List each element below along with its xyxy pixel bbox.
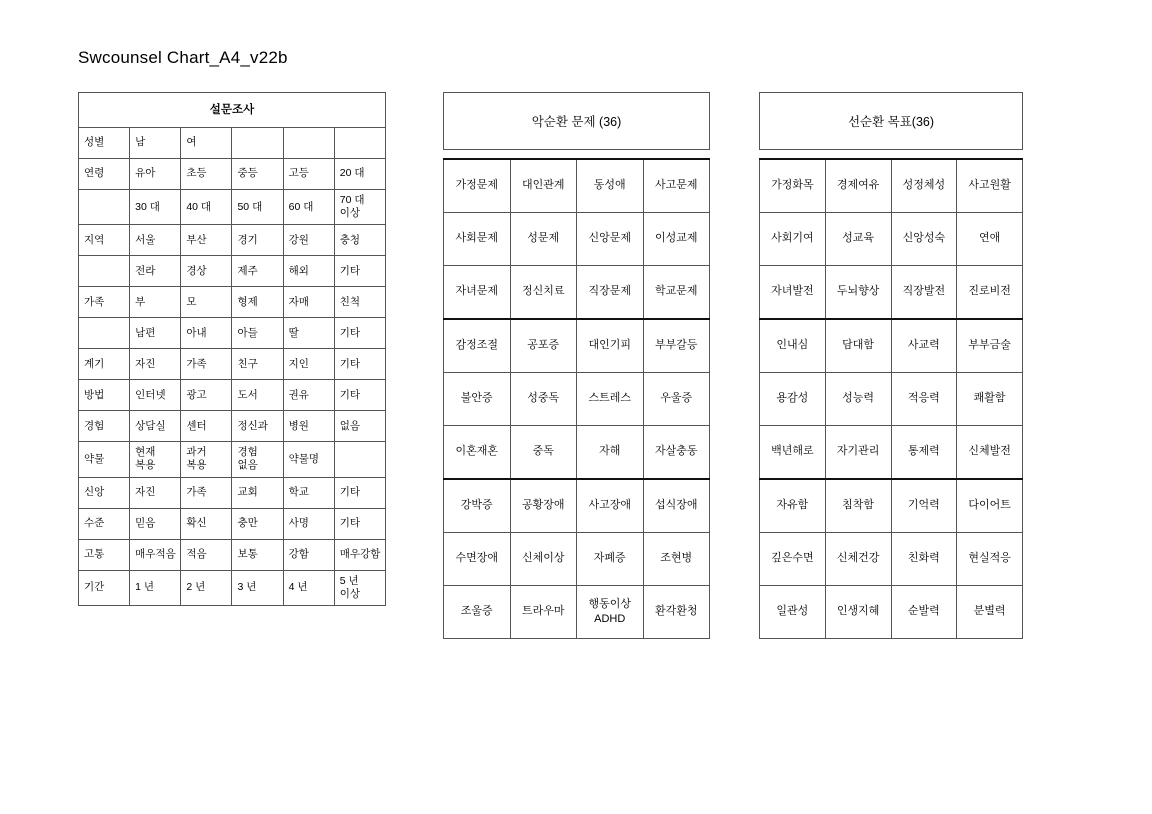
table-row <box>760 373 1023 426</box>
table-row <box>760 266 1023 320</box>
table-row <box>444 319 710 373</box>
survey-row-label: 방법 <box>79 380 130 411</box>
survey-cell: 과거 복용 <box>181 442 232 477</box>
table-row <box>760 426 1023 480</box>
table-row <box>79 411 386 442</box>
goal-cell: 인생지혜 <box>825 586 891 639</box>
problem-cell: 사고문제 <box>643 159 710 213</box>
problem-cell: 감정조절 <box>444 319 511 373</box>
goal-cell: 침착함 <box>825 479 891 533</box>
goal-cell: 통제력 <box>891 426 957 480</box>
survey-cell: 상담실 <box>130 411 181 442</box>
survey-row-label: 경험 <box>79 411 130 442</box>
goal-cell: 진로비전 <box>957 266 1023 320</box>
survey-cell: 아내 <box>181 318 232 349</box>
goals-title: 선순환 목표(36) <box>759 92 1023 150</box>
survey-cell: 기타 <box>334 318 385 349</box>
survey-row-label: 가족 <box>79 287 130 318</box>
survey-cell: 20 대 <box>334 159 385 190</box>
survey-cell: 충청 <box>334 225 385 256</box>
survey-cell: 30 대 <box>130 190 181 225</box>
problem-cell: 신체이상 <box>510 533 577 586</box>
table-row <box>760 533 1023 586</box>
survey-cell: 가족 <box>181 477 232 508</box>
survey-cell: 매우적음 <box>130 539 181 570</box>
problem-cell: 학교문제 <box>643 266 710 320</box>
survey-cell: 딸 <box>283 318 334 349</box>
problems-section <box>443 92 710 639</box>
problem-cell: 직장문제 <box>577 266 644 320</box>
survey-cell: 충만 <box>232 508 283 539</box>
goal-cell: 기억력 <box>891 479 957 533</box>
goal-cell: 부부금술 <box>957 319 1023 373</box>
goals-section <box>759 92 1023 639</box>
survey-table-container <box>78 92 386 606</box>
table-row <box>79 159 386 190</box>
survey-cell: 제주 <box>232 256 283 287</box>
survey-cell: 여 <box>181 128 232 159</box>
goal-cell: 사회기여 <box>760 213 826 266</box>
problem-cell: 공황장애 <box>510 479 577 533</box>
problem-cell: 조현병 <box>643 533 710 586</box>
survey-cell: 유아 <box>130 159 181 190</box>
survey-row-label: 지역 <box>79 225 130 256</box>
survey-row-label: 약물 <box>79 442 130 477</box>
goal-cell: 두뇌향상 <box>825 266 891 320</box>
table-row <box>444 479 710 533</box>
survey-cell: 중등 <box>232 159 283 190</box>
goal-cell: 사고원활 <box>957 159 1023 213</box>
survey-cell: 1 년 <box>130 570 181 605</box>
goal-cell: 사교력 <box>891 319 957 373</box>
goal-cell: 성교육 <box>825 213 891 266</box>
survey-cell: 매우강함 <box>334 539 385 570</box>
survey-cell: 기타 <box>334 380 385 411</box>
survey-cell: 확신 <box>181 508 232 539</box>
problem-cell: 스트레스 <box>577 373 644 426</box>
goal-cell: 신체발전 <box>957 426 1023 480</box>
survey-cell: 전라 <box>130 256 181 287</box>
goal-cell: 자기관리 <box>825 426 891 480</box>
survey-cell: 서울 <box>130 225 181 256</box>
problem-cell: 트라우마 <box>510 586 577 639</box>
survey-cell: 초등 <box>181 159 232 190</box>
problem-cell: 정신치료 <box>510 266 577 320</box>
survey-cell: 가족 <box>181 349 232 380</box>
survey-row-label <box>79 256 130 287</box>
table-row <box>79 442 386 477</box>
survey-row-label: 성별 <box>79 128 130 159</box>
survey-cell: 권유 <box>283 380 334 411</box>
survey-row-label: 기간 <box>79 570 130 605</box>
survey-header-row <box>79 93 386 128</box>
survey-cell <box>283 128 334 159</box>
survey-cell: 보통 <box>232 539 283 570</box>
survey-table <box>78 92 386 606</box>
page-title: Swcounsel Chart_A4_v22b <box>78 48 288 67</box>
survey-cell: 병원 <box>283 411 334 442</box>
table-row <box>79 128 386 159</box>
goal-cell: 다이어트 <box>957 479 1023 533</box>
survey-cell: 적음 <box>181 539 232 570</box>
survey-cell: 경기 <box>232 225 283 256</box>
table-row <box>444 373 710 426</box>
survey-row-label: 고통 <box>79 539 130 570</box>
survey-cell: 도서 <box>232 380 283 411</box>
goal-cell: 깊은수면 <box>760 533 826 586</box>
goal-cell: 직장발전 <box>891 266 957 320</box>
goal-cell: 백년해로 <box>760 426 826 480</box>
table-row <box>444 159 710 213</box>
goal-cell: 자녀발전 <box>760 266 826 320</box>
table-row <box>444 533 710 586</box>
goal-cell: 분별력 <box>957 586 1023 639</box>
problem-cell: 행동이상 ADHD <box>577 586 644 639</box>
survey-cell <box>334 442 385 477</box>
problem-cell: 대인기피 <box>577 319 644 373</box>
survey-cell: 기타 <box>334 349 385 380</box>
problems-title: 악순환 문제 (36) <box>443 92 710 150</box>
survey-cell: 지인 <box>283 349 334 380</box>
table-row <box>79 349 386 380</box>
survey-cell: 40 대 <box>181 190 232 225</box>
survey-cell: 남 <box>130 128 181 159</box>
survey-cell: 형제 <box>232 287 283 318</box>
survey-cell: 학교 <box>283 477 334 508</box>
table-row <box>79 225 386 256</box>
goal-cell: 순발력 <box>891 586 957 639</box>
problem-cell: 신앙문제 <box>577 213 644 266</box>
survey-cell: 자진 <box>130 477 181 508</box>
survey-cell: 기타 <box>334 256 385 287</box>
problem-cell: 대인관계 <box>510 159 577 213</box>
goal-cell: 성능력 <box>825 373 891 426</box>
survey-cell: 아들 <box>232 318 283 349</box>
survey-cell: 자진 <box>130 349 181 380</box>
survey-cell: 부산 <box>181 225 232 256</box>
goal-cell: 친화력 <box>891 533 957 586</box>
survey-cell: 강원 <box>283 225 334 256</box>
problem-cell: 섭식장애 <box>643 479 710 533</box>
survey-row-label: 신앙 <box>79 477 130 508</box>
survey-cell: 센터 <box>181 411 232 442</box>
survey-cell: 50 대 <box>232 190 283 225</box>
table-row <box>79 287 386 318</box>
table-row <box>79 190 386 225</box>
table-row <box>760 159 1023 213</box>
survey-row-label <box>79 190 130 225</box>
problem-cell: 사고장애 <box>577 479 644 533</box>
goal-cell: 담대함 <box>825 319 891 373</box>
survey-cell: 남편 <box>130 318 181 349</box>
goal-cell: 일관성 <box>760 586 826 639</box>
problem-cell: 조울증 <box>444 586 511 639</box>
survey-cell: 친구 <box>232 349 283 380</box>
table-row <box>760 213 1023 266</box>
survey-row-label: 수준 <box>79 508 130 539</box>
goal-cell: 가정화목 <box>760 159 826 213</box>
survey-cell: 기타 <box>334 508 385 539</box>
goal-cell: 용감성 <box>760 373 826 426</box>
survey-cell: 2 년 <box>181 570 232 605</box>
survey-cell: 기타 <box>334 477 385 508</box>
survey-cell: 자매 <box>283 287 334 318</box>
table-row <box>79 318 386 349</box>
goal-cell: 자유함 <box>760 479 826 533</box>
goal-cell: 인내심 <box>760 319 826 373</box>
survey-cell: 인터넷 <box>130 380 181 411</box>
survey-cell: 약물명 <box>283 442 334 477</box>
table-row <box>760 479 1023 533</box>
problem-cell: 사회문제 <box>444 213 511 266</box>
table-row <box>79 570 386 605</box>
survey-cell: 4 년 <box>283 570 334 605</box>
goal-cell: 신체건강 <box>825 533 891 586</box>
problem-cell: 우울증 <box>643 373 710 426</box>
survey-cell: 강함 <box>283 539 334 570</box>
survey-cell: 정신과 <box>232 411 283 442</box>
problem-cell: 성문제 <box>510 213 577 266</box>
goal-cell: 적응력 <box>891 373 957 426</box>
goal-cell: 성정체성 <box>891 159 957 213</box>
survey-cell: 없음 <box>334 411 385 442</box>
problem-cell: 가정문제 <box>444 159 511 213</box>
problem-cell: 불안증 <box>444 373 511 426</box>
survey-cell: 5 년 이상 <box>334 570 385 605</box>
problems-table <box>443 158 710 639</box>
survey-row-label <box>79 318 130 349</box>
goals-table <box>759 158 1023 639</box>
survey-row-label: 계기 <box>79 349 130 380</box>
survey-cell: 60 대 <box>283 190 334 225</box>
survey-cell <box>334 128 385 159</box>
goal-cell: 신앙성숙 <box>891 213 957 266</box>
problem-cell: 환각환청 <box>643 586 710 639</box>
problem-cell: 이혼재혼 <box>444 426 511 480</box>
table-row <box>760 586 1023 639</box>
survey-cell: 고등 <box>283 159 334 190</box>
problem-cell: 수면장애 <box>444 533 511 586</box>
survey-cell: 모 <box>181 287 232 318</box>
problem-cell: 이성교제 <box>643 213 710 266</box>
goal-cell: 연애 <box>957 213 1023 266</box>
table-row <box>79 539 386 570</box>
problem-cell: 자폐증 <box>577 533 644 586</box>
problem-cell: 강박증 <box>444 479 511 533</box>
survey-row-label: 연령 <box>79 159 130 190</box>
survey-cell: 믿음 <box>130 508 181 539</box>
survey-cell: 광고 <box>181 380 232 411</box>
table-row <box>79 256 386 287</box>
problem-cell: 자해 <box>577 426 644 480</box>
goal-cell: 쾌활함 <box>957 373 1023 426</box>
problem-cell: 동성애 <box>577 159 644 213</box>
table-row <box>79 477 386 508</box>
table-row <box>79 380 386 411</box>
survey-cell: 경상 <box>181 256 232 287</box>
problem-cell: 자녀문제 <box>444 266 511 320</box>
goal-cell: 현실적응 <box>957 533 1023 586</box>
table-row <box>444 266 710 320</box>
survey-cell: 사명 <box>283 508 334 539</box>
problem-cell: 성중독 <box>510 373 577 426</box>
survey-cell: 경험 없음 <box>232 442 283 477</box>
survey-cell: 현재 복용 <box>130 442 181 477</box>
survey-cell <box>232 128 283 159</box>
survey-cell: 교회 <box>232 477 283 508</box>
survey-cell: 3 년 <box>232 570 283 605</box>
survey-cell: 70 대 이상 <box>334 190 385 225</box>
survey-header: 설문조사 <box>79 93 386 128</box>
survey-cell: 해외 <box>283 256 334 287</box>
table-row <box>760 319 1023 373</box>
table-row <box>444 426 710 480</box>
survey-cell: 친척 <box>334 287 385 318</box>
goal-cell: 경제여유 <box>825 159 891 213</box>
table-row <box>79 508 386 539</box>
table-row <box>444 213 710 266</box>
problem-cell: 중독 <box>510 426 577 480</box>
problem-cell: 자살충동 <box>643 426 710 480</box>
survey-cell: 부 <box>130 287 181 318</box>
problem-cell: 부부갈등 <box>643 319 710 373</box>
problem-cell: 공포증 <box>510 319 577 373</box>
table-row <box>444 586 710 639</box>
